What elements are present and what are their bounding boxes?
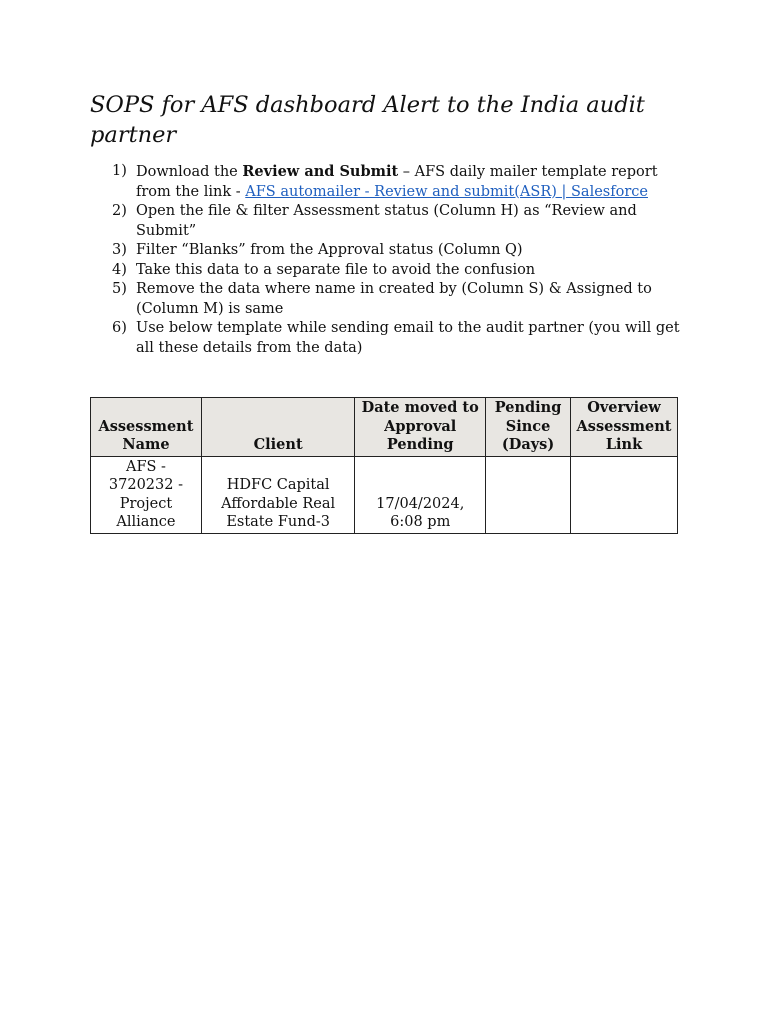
table-header-row	[91, 398, 678, 457]
step-text: Use below template while sending email to the audit partner (you will get all these details from the data)	[136, 320, 680, 356]
step-number: 4)	[112, 261, 127, 278]
email-template-table	[90, 397, 678, 534]
step-text: Take this data to a separate file to avoid the confusion	[136, 261, 536, 278]
step-number: 2)	[112, 203, 127, 219]
header-date-moved: Date moved to Approval Pending	[355, 398, 486, 457]
step-number: 6)	[112, 320, 127, 336]
step-item	[90, 261, 682, 281]
header-pending-since: Pending Since (Days)	[486, 398, 571, 457]
step-item	[90, 241, 682, 261]
table-row	[91, 456, 678, 533]
step-text: – AFS daily mailer template report from the link -	[136, 164, 658, 200]
step-item	[90, 319, 682, 358]
step-item	[90, 162, 682, 202]
cell-assessment-name: AFS - 3720232 - Project Alliance	[91, 456, 202, 533]
document-title: SOPS for AFS dashboard Alert to the India audit partner	[90, 92, 645, 148]
step-text: Filter “Blanks” from the Approval status (Column Q)	[136, 242, 523, 258]
step-text: Open the file & filter Assessment status (Column H) as “Review and Submit”	[136, 203, 637, 239]
step-item	[90, 280, 682, 319]
document-page	[90, 90, 690, 530]
step-item	[90, 202, 682, 241]
cell-client: HDFC Capital Affordable Real Estate Fund-3	[201, 456, 354, 533]
step-text: Remove the data where name in created by (Column S) & Assigned to (Column M) is same	[136, 281, 652, 317]
header-assessment-name: Assessment Name	[91, 398, 202, 457]
step-number: 1)	[112, 163, 127, 179]
salesforce-report-link[interactable]: AFS automailer - Review and submit(ASR) | Salesforce	[245, 183, 648, 200]
header-client: Client	[201, 398, 354, 457]
step-number: 3)	[112, 242, 127, 258]
step-text: Download the	[136, 164, 243, 180]
step-bold-text: Review and Submit	[242, 163, 399, 180]
cell-pending-since	[486, 456, 571, 533]
header-overview-link: Overview Assessment Link	[571, 398, 678, 457]
cell-date-moved: 17/04/2024, 6:08 pm	[355, 456, 486, 533]
sop-steps-list	[90, 162, 690, 358]
cell-overview-link	[571, 456, 678, 533]
step-number: 5)	[112, 281, 127, 297]
